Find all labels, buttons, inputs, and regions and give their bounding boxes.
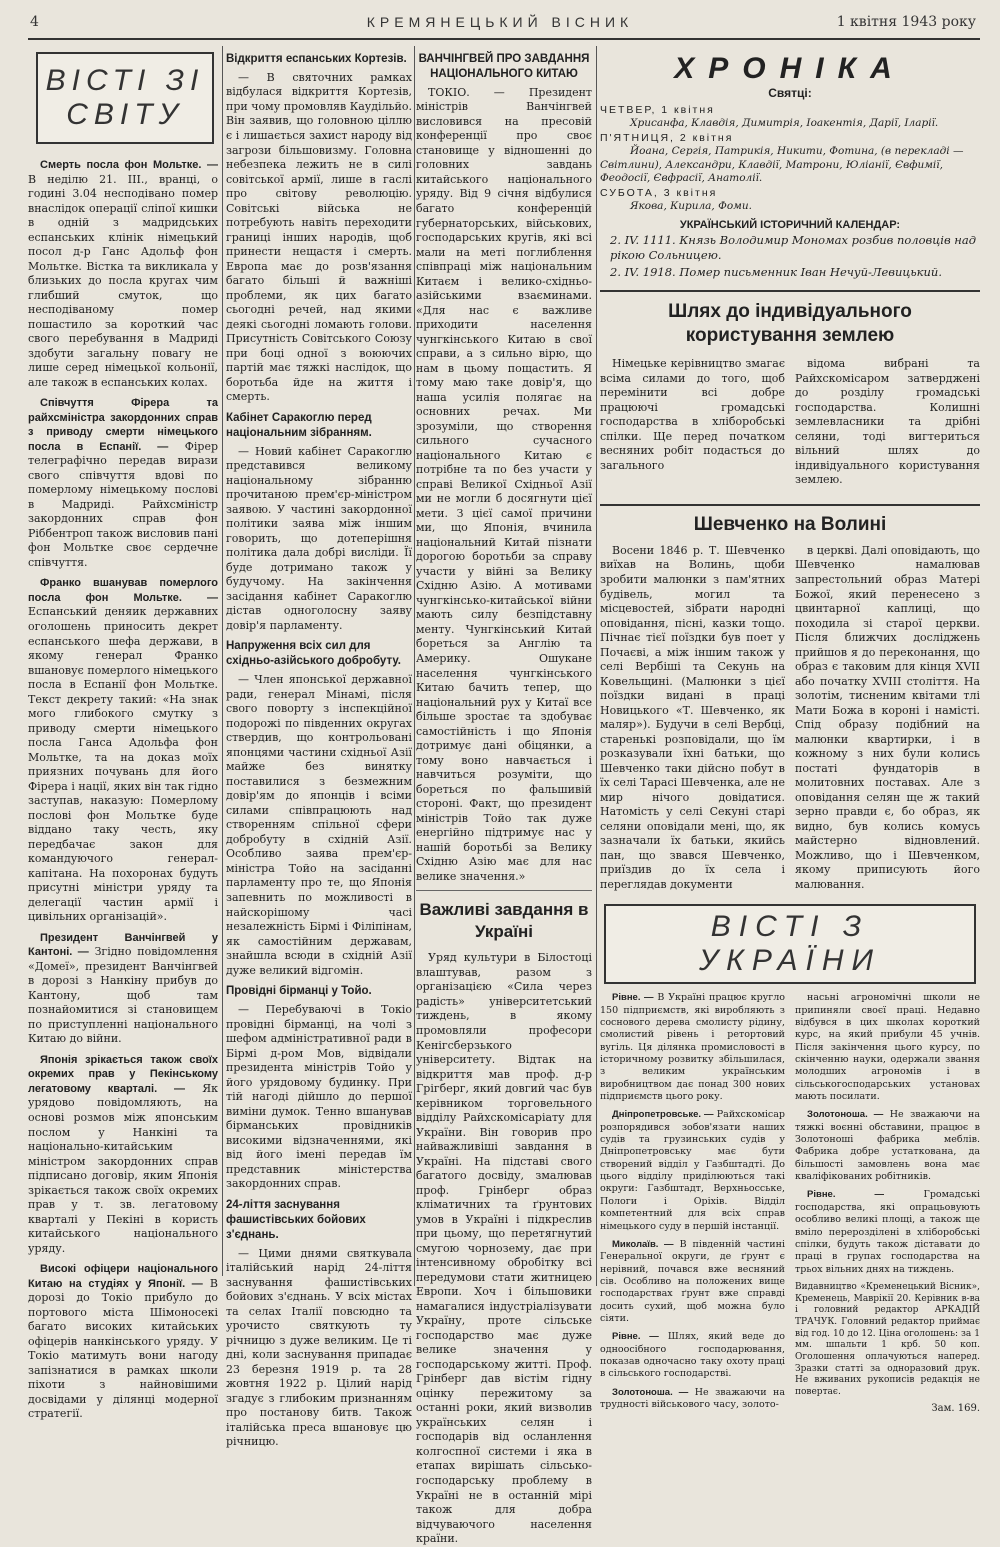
column-divider — [222, 46, 223, 1276]
news-item-text: Громадські господарства, які опрацьовують особливо великі площі, а також ще вміло перерозділені в хліборобські спілки, будуть також діставати до праці в групах господарства на трьох вільних днях на тиждень. — [795, 1189, 980, 1275]
article-title: 24-ліття заснування фашистівських бойових з'єднань. — [226, 1198, 366, 1241]
news-item-lead: Співчуття Фірера та райхсміністра закордонних справ з приводу смерти німецького посла в Еспанії. — — [28, 397, 218, 453]
calendar-entry: 2. IV. 1111. Князь Володимир Мономах розбив половців над рікою Сольницею. — [610, 233, 977, 262]
news-item-text: В дорозі до Токіо прибуло до портового міста Шімоносекі багато високих китайських офіцерів нанкінського уряду. У Токіо матимуть вони нагоду запізнатися в рамках школи піхоти з найновішими досвідами у ділянці модерної стратегії. — [28, 1276, 218, 1421]
article-body: Уряд культури в Білостоці влаштував, разом з організацією «Сила через радість» університетський тиждень, в якому промовляли професори Кенігсберзького університету. Відтак на відкриття мав проф. д-р Грігберг, який довгий час був керівником торговельного відділу Райхскомісаріату для України. Він говорив про найважливіші завдання в Україні. На підставі свого багатого досвіду, змалював проф. Грінберг образ кліматичних та ґрунтових умов в Україні і підкреслив при цьому, що перетягнутий смугою чорнозему, дає при інтенсивному обробітку всі передумови стати житницею Европи. Хоч і більшовики намагалися індустріалізувати Україну, проте сільське господарство має дуже велике значення у господарському житті. Проф. Грінберг дав вістім гідну оцінку пережитому за останні роки, який визволив українських селян і господарів від осланлення колгоспної системи і яка в етапах вирішать сільсько-господарську проблему в Україні не в останній мірі також для добра відчуваючого населення країни. — [416, 951, 592, 1546]
news-item-lead: Рівне. — — [807, 1189, 885, 1201]
masthead-rule — [28, 38, 980, 40]
article-body: в церкві. Далі оповідають, що Шевченко намалював запрестольний образ Матері Божої, який перенесено з цвинтарної каплиці, що походила зі старої церкви. Після ближчих досліджень прийшов я до переконання, що образ є таковим для кінця XVII або початку XVIII століття. На золотім, тисненим квітами тлі Мати Божа в короні і намісті. Спід образу подібний на малюнки квартирки, і в кожному з них були колись постаті фундаторів в молитовних поставах. Але з оповідання селян ще ж такий зерно правди є, бо образ, як видно, був колись комусь майстерно відновлений. Можливо, що і Шевченком, якому приписують його малювання. — [795, 543, 980, 891]
article-body: Німецьке керівництво змагає всіма силами до того, щоб перемінити всі добре працюючі громадські господарства в хліборобські спілки. Ще перед початком весняних робіт подасться до загального — [600, 357, 785, 472]
news-item-lead: Золотоноша. — — [807, 1109, 884, 1121]
news-item — [28, 576, 218, 924]
saints-day — [600, 187, 980, 213]
news-column-2 — [226, 46, 412, 1449]
article-title: Напруження всіх сил для східньо-азійського добробуту. — [226, 640, 401, 668]
news-item-text: Не зважаючи на тяжкі воєнні обставини, працює в Золотоноші фабрика меблів. Фабрика добре устаткована, да більшості замовлень вона має кваліфікованих робітників. — [795, 1109, 980, 1183]
article-title: Важливі завдання в Україні — [419, 900, 589, 942]
column-divider — [414, 46, 415, 1286]
news-item — [28, 1262, 218, 1422]
article-body: — Перебуваючі в Токіо провідні бірманці, на чолі з шефом адміністративної ради в Бірмі д-ром Мов, відвідали президента міністрів Тойо у його урядовому будинку. При тій нагоді дійшло до першої виміни думок. Тенно вшанував бірманських провідників високими відзначеннями, які від його імені передав їм представник міністерства закордонних справ. — [226, 1003, 412, 1191]
news-item-text: Не зважаючи на трудності військового часу, золото- — [600, 1386, 785, 1410]
news-item — [600, 1109, 785, 1232]
news-item-lead: Смерть посла фон Мольтке. — — [40, 159, 218, 171]
newspaper-title: КРЕМЯНЕЦЬКИЙ ВІСНИК — [366, 14, 634, 30]
world-news-heading: ВІСТІ ЗІ СВІТУ — [36, 52, 214, 144]
section-rule — [600, 504, 980, 506]
news-item-text: Шлях, який веде до одноосібного господарювання, показав одночасно таку охоту праці в сільського господарстві. — [600, 1331, 785, 1380]
news-item-text: В Україні працює кругло 150 підприємств, які виробляють з соснового дерева смолисту рідину, смолистий рівень і ретортовий вугіль. Ця ділянка промисловості в історичному розвитку збільшилася, з великим українським виробництвом дає понад 300 нових підприємств цього року. — [600, 992, 785, 1103]
day-name: ЧЕТВЕР, 1 квітня — [600, 104, 715, 116]
news-item-lead: Дніпропетровське. — — [612, 1109, 714, 1121]
news-item — [795, 1109, 980, 1183]
news-item — [28, 931, 218, 1047]
order-number: Зам. 169. — [931, 1402, 980, 1414]
article-title: Шевченко на Волині — [693, 513, 887, 535]
article-body: — Член японської державної ради, генерал Мінамі, після свого поворту з інспекційної подорожі по південних округах ствердив, що контрольовані японцями частини східньої Азії майже без винятку поставилися з безмежним довір'ям до японців і всіми силами співпрацюють над створенням спільної сфери добробуту в східній Азії. Особливо заява прем'єр-міністра Тойо на засіданні парламенту про те, що Японія запевнить по можливості в найскорішому часі незалежність Бірмі і Філіпінам, як самостійним державам, знайшла всюди в східній Азії дуже великий відгомін. — [226, 673, 412, 977]
article-title: ВАНЧІНГВЕЙ ПРО ЗАВДАННЯ НАЦІОНАЛЬНОГО КИТАЮ — [418, 53, 590, 80]
saints-list: Хрисанфа, Клавдія, Димитрія, Іоакентія, Дарії, Іларії. — [630, 117, 939, 130]
news-item-lead: Рівне. — — [612, 1331, 659, 1343]
issue-date: 1 квітня 1943 року — [836, 14, 976, 30]
section-rule — [600, 290, 980, 292]
article-title: Провідні бірманці у Тойо. — [226, 985, 372, 998]
news-item — [795, 992, 980, 1103]
saints-list: Йоана, Сергія, Патрикія, Никити, Фотина, (в перекладі — Світлини), Александри, Клавдії, Матрони, Юліанії, Євфимії, Феодосії, Євфрасії, Анатолії. — [600, 145, 964, 184]
world-news-column — [28, 46, 218, 1421]
article-title: Кабінет Саракоглю перед національним зібранням. — [226, 411, 372, 439]
news-item-text: насьні агрономічні школи не припиняли своєї праці. Недавно відбувся в цих школах короткий курс, на який прибули 45 учнів. Після закінчення цього курсу, по скінченню науки, одержали звання молодших агрономів і в сільськогосподарських установах мають посилати. — [795, 992, 980, 1103]
article-title: Відкриття еспанських Кортезів. — [226, 53, 407, 65]
day-name: СУБОТА, 3 квітня — [600, 186, 718, 199]
article-body: відома вибрані та Райхскомісаром затверджені до розділу громадські господарства. Колишні землевласники та дрібні селяни, тоді вигтериться вільний шлях до індивідуального користування землею. — [795, 357, 980, 487]
news-item-text: Фірер телеграфічно передав вирази свого співчуття вдові по померлому німецькому послові в Мадриді. Райхсміністр закордонних справ фон Ріббентроп також висловив пані фон Мольтке своє сердечне співчуття. — [28, 439, 218, 569]
page-number: 4 — [30, 14, 39, 30]
article-body: — Новий кабінет Саракоглю представився великому національному зібранню прочитаною прем'єр-міністром заявою. У частині закордонної політики заява між іншим говорить, що дотеперішня політика дала добрі висліди. Її буде дотримано також у будучому. На закінчення засідання кабінет Саракоглю дістав одноголосну заяву довір'я парламенту. — [226, 444, 412, 632]
news-item-text: В неділю 21. III., вранці, о годині 3.04 несподівано помер внаслідок операції сліпої кишки в одній з мадридських еспанських клінік німецький посол д-р Ганс Адольф фон Мольтке. Вістка та викликала у близьких до посла кругах чим глибший смуток, що несподіваному помер пошастило за короткий час свого перебування в Мадриді здобути загальну повагу не лише серед німецької кольонії, але також в еспанських колах. — [28, 172, 218, 389]
news-column-3 — [416, 46, 592, 1546]
news-item-text: Еспанський деняик державних оголошень приносить декрет еспанського шефа держави, в якому генерал Франко вшановує померлого німецького посла в Еспанії фон Мольтке. Текст декрету такий: «На знак мого глибокого смутку з приводу смерти німецького посла Ганса Адольфа фон Мольтке, та на доказ моїх приязних почувань для його Фірера і нації, яких він так гідно заступав, наказую: Померлому послові фон Мольтке буде віддано таку честь, яку передбачає закон для командуючого генерал-капітана. На похоронах будуть присутні міністри уряду та делегації частин армії і цивільних організацій». — [28, 605, 218, 924]
news-item-text: Згідно повідомлення «Домеї», президент Ванчінгвей в дорозі з Нанкіну прибув до Кантону, щоб там познайомитися зі становищем по приступленні національного Китаю до війни. — [28, 945, 218, 1046]
article-body: Восени 1846 р. Т. Шевченко виїхав на Волинь, щоби зробити малюнки з пам'ятних будівель, могил та місцевостей, зібрати народні оповідання, пісні, казки тощо. Пічнає тієї поїздки був поет у Почаєві, а між іншим також у селі Вербіші та Секунь на Ковельщині. (Малюнки з цієї поїздки видані в праці Новицького «Т. Шевченко, як маляр»). Будучи в селі Вербці, старенькі розповідали, що їм розказували їхні батьки, що Шевченко таки дійсно побут в їх селі Тарасі Шевченка, але не мир нічого довідатися. Натомість у селі Секуні старі селяни оповідали мені, що, як зазначали їх батьки, якийсь пан, що звався Шевченко, приїздив до їх села і переглядав документи — [600, 543, 785, 891]
saints-day — [600, 132, 980, 185]
news-item-lead: Президент Ванчінгвей у Кантоні. — — [28, 931, 218, 959]
news-item — [600, 1387, 785, 1412]
news-item — [28, 1053, 218, 1256]
news-item — [795, 1189, 980, 1275]
saints-day — [600, 104, 980, 130]
calendar-entry: 2. IV. 1918. Помер письменник Іван Нечуй-Левицький. — [610, 264, 942, 279]
news-item-lead: Рівне. — — [612, 992, 654, 1004]
news-item-lead: Миколаїв. — — [612, 1238, 674, 1250]
masthead — [0, 14, 1000, 36]
publisher-info: Видавництво «Кременецький Вісник», Кременець, Маврікії 20. Керівник в-ва і головний редактор АРКАДІЙ ТРАЧУК. Головний редактор приймає від год. 10 до 12. Ціна оголошень: за 1 мм. шпальти 1 крб. 50 коп. Оголошення оплачуються наперед. Зразки статті за одноразовий друк. Не вживаних рукописів редакція не повертає. — [795, 1281, 980, 1398]
news-item — [600, 1331, 785, 1380]
article-body: ТОКІО. — Президент міністрів Ванчінгвей висловився на пресовій конференції про своє становище у відношенні до головних завдань китайського національного уряду. Від 9 січня відбулися багато конференцій губернаторських, військових, господарських кругів, які всі мали на меті поглиблення співпраці між національним Китаєм і велико-східньо-азійськими взаєминами. «Для нас є важливе приходити населення чунгкінського Китаю в свої справи, а з сильно вірю, що нам в цьому пощастить. Я тому маю таке довір'я, що наша усилія полягає на основних речах. Ми зрозуміли, що створення сильного сучасного національного Китаю є потрібне та по без участи у справі Великої Східньої Азії ми не могли б досягнути цієї мети. З цієї самої причини ми, що Японія, вчинила національний Китай пізнати дорогою боротьби за справу участи у війні за Велику Східню Азію. А мотивами чунгкінсько-китайської війни мають силу безпідставну менту. Чунгкінський Китай бореться за Англію та Америку. Ошукане населення чунгкінського Китаю бачить тепер, що національний рух у Китаї все більше зростає та здобуває самостійність і що Японія дотримує дані обіцянки, а тому воно навчається і навчиться розуміти, що бореться по фальшивій стороні. Факт, що президент міністрів Тойо так дуже енергійно підтримує нас у нашій боротьбі за Велику Східню Азію має для нас велике значення.» — [416, 85, 592, 883]
day-name: П'ЯТНИЦЯ, 2 квітня — [600, 132, 734, 145]
ukraine-news-heading: ВІСТІ З УКРАЇНИ — [604, 904, 976, 984]
saints-heading: Святці: — [768, 86, 812, 100]
article-title: Шлях до індивідуального користування землею — [668, 300, 912, 346]
news-item — [600, 1239, 785, 1325]
right-section — [600, 46, 980, 1414]
news-item-text: В південній частині Генеральної округи, де ґрунт є нерівний, почався вже весняний сів. Особливо на положених вище господарствах ґрунт вже справді досить сухий, щоб можна було сіяти. — [600, 1238, 785, 1324]
column-divider — [596, 46, 597, 1286]
article-body: — В святочних рамках відбулася відкриття Кортезів, при чому промовляв Каудільйо. Він заявив, що головною ціллю є і лишається захист народу від загрози більшовизму. Головна небезпека лежить не в силі совітської армії, лише в гаслі про світову революцію. Совітські війська не потребують навіть переходити границі інших народів, щоб принести нещастя і смерть. Европа має до розв'язання багато більші й важніші проблеми, як цих багато сьогодні речей, над якими деякі сьогодні ломають голови. Присутність Совітського Союзу при боці одної з воюючих партій має тяжкі наслідок, що боротьба йде на життя і смерть. — [226, 70, 412, 404]
separator — [416, 890, 592, 891]
news-item — [28, 158, 218, 390]
news-item-lead: Японія зрікається також своїх окремих прав у Пекінському легатовому кварталі. — — [28, 1053, 218, 1095]
news-item — [28, 396, 218, 570]
saints-list: Якова, Кирила, Фоми. — [630, 199, 752, 212]
news-item-lead: Франко вшанував померлого посла фон Мольтке. — — [28, 577, 218, 604]
news-item-lead: Високі офіцери національного Китаю на студіях у Японії. — — [28, 1263, 218, 1290]
news-item-text: Райхскомісар розпорядився зобов'язати наших судів та грузинських судів у Дніпропетровську має бути створений відділ у Газбштадті. До цього відділу приділюються такі округи: Газбштадт, Верхньосське, Пологи і Оріхів. Відділ компетентний для всіх справ німецького суду в першій інстанції. — [600, 1109, 785, 1232]
calendar-title: УКРАЇНСЬКИЙ ІСТОРИЧНИЙ КАЛЕНДАР: — [679, 219, 901, 231]
chronicle-title: ХРОНІКА — [674, 52, 906, 85]
news-item-lead: Золотоноша. — — [612, 1386, 689, 1398]
news-item — [600, 992, 785, 1103]
article-body: — Цими днями святкувала італійський нарід 24-ліття заснування фашистівських бойових з'єднань. У всіх містах та селах Італії повсюдно та урочисто святкують ту річницю з дуже великим. Це ті дні, коли заснування припадає 23 березня 1919 р. та 28 жовтня 1922 р. Цілий нарід згадує з глибоким признанням про постанову битв. Також італійська преса вшановує цю річницю. — [226, 1246, 412, 1449]
news-item-text: Як урядово повідомляють, на основі розмов між японським послом у Нанкіні та національно-китайським міністром закордонних справ підписано договір, яким Японія зрікається також своїх окремих прав у т. зв. легатовому кварталі у Пекіні в користь китайського національного уряду. — [28, 1081, 218, 1255]
